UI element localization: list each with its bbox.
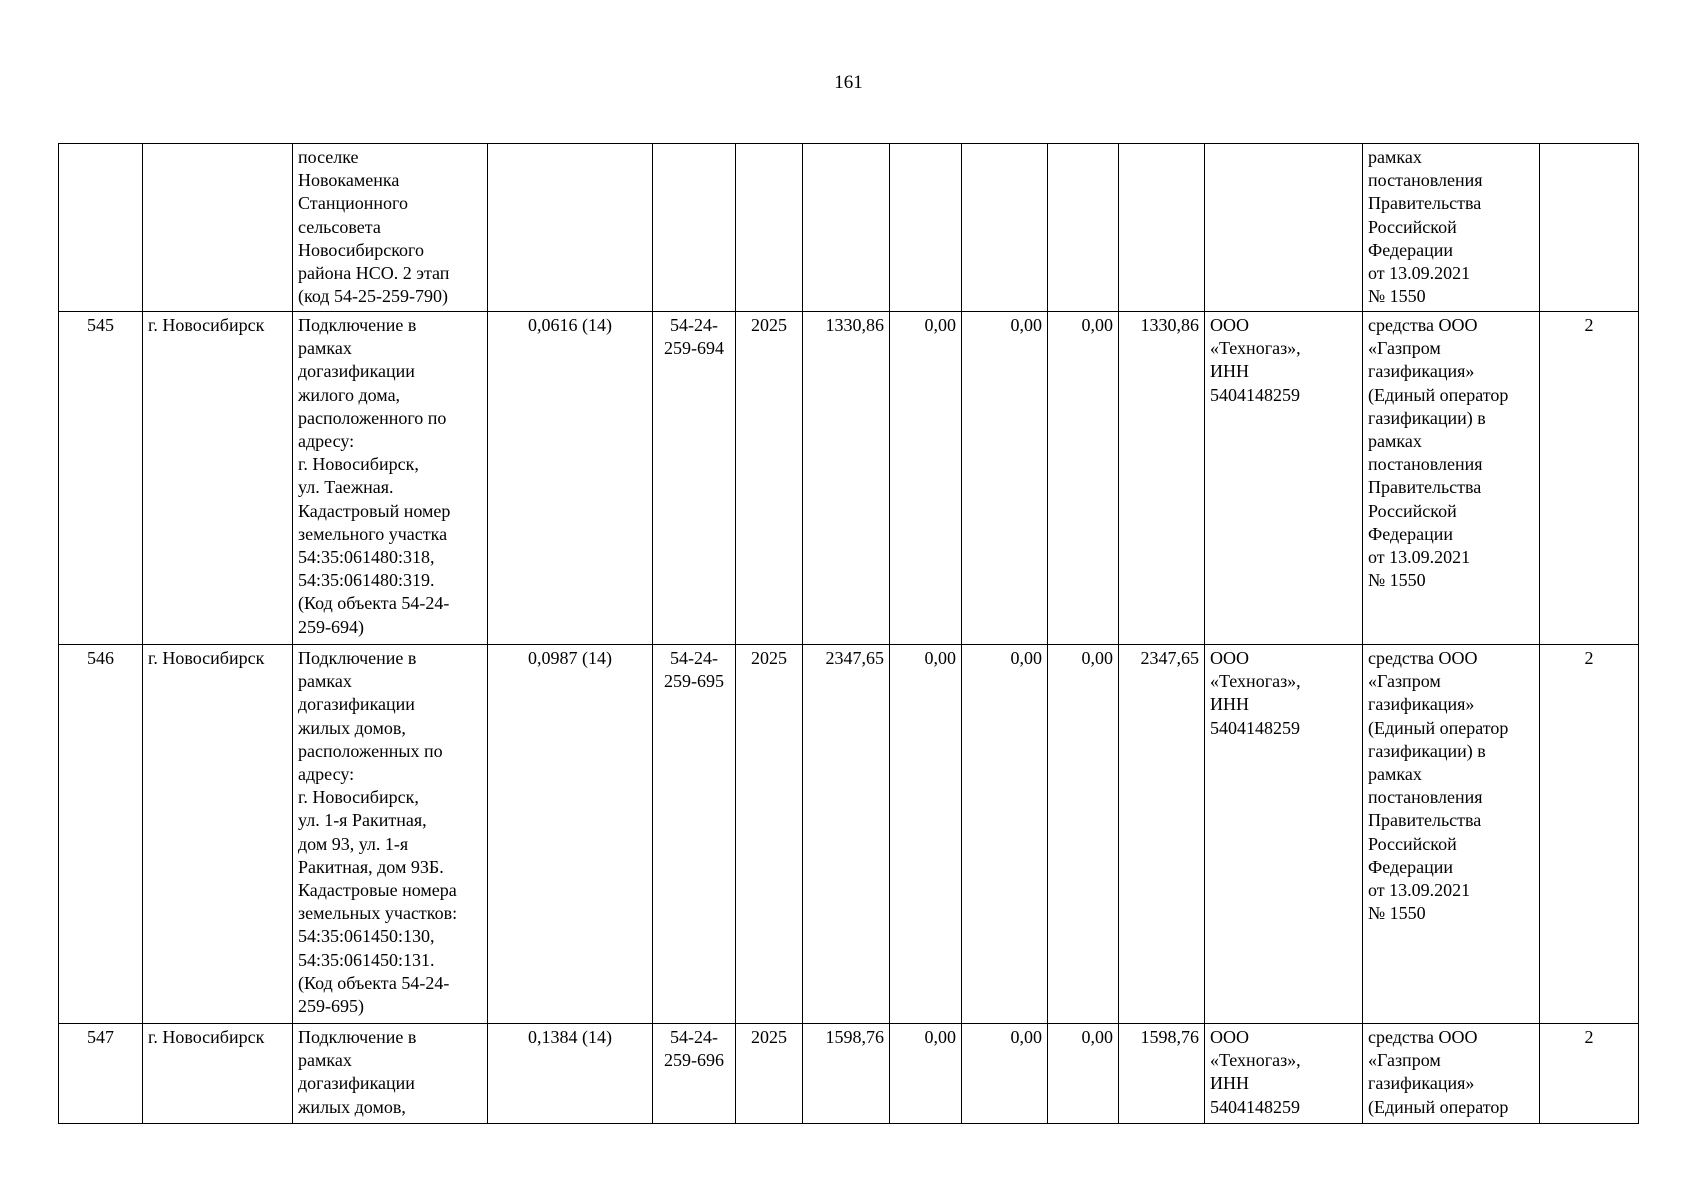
cell-amount-3: 0,00 xyxy=(1048,312,1119,645)
cell-amount-1: 0,00 xyxy=(890,1024,962,1124)
cell-amount-1: 0,00 xyxy=(890,312,962,645)
cell-amount-2: 0,00 xyxy=(962,645,1048,1024)
cell-category: 2 xyxy=(1540,1024,1639,1124)
cell-row-number: 547 xyxy=(59,1024,143,1124)
cell-length: 0,0987 (14) xyxy=(488,645,653,1024)
cell-amount-4: 1598,76 xyxy=(1119,1024,1205,1124)
cell-amount-1 xyxy=(890,144,962,312)
table-row xyxy=(59,645,1639,1024)
cell-category: 2 xyxy=(1540,645,1639,1024)
cell-object-description: Подключение в рамках догазификации жилых домов, расположенных по адресу: г. Новосибирск, ул. 1-я Ракитная, дом 93, ул. 1-я Ракитная, дом 93Б. Кадастровые номера земельных участков: 54:35:061450:130, 54:35:061450:131. (Код объекта 54-24- 259-695) xyxy=(293,645,488,1024)
cell-year: 2025 xyxy=(736,1024,803,1124)
cell-funding-source: средства ООО «Газпром газификация» (Единый оператор газификации) в рамках постановления Правительства Российской Федерации от 13.09.2021 № 1550 xyxy=(1363,312,1540,645)
cell-object-code: 54-24- 259-694 xyxy=(653,312,736,645)
cell-length: 0,1384 (14) xyxy=(488,1024,653,1124)
cell-object-description: Подключение в рамках догазификации жилого дома, расположенного по адресу: г. Новосибирск, ул. Таежная. Кадастровый номер земельного участка 54:35:061480:318, 54:35:061480:319. (Код объекта 54-24- 259-694) xyxy=(293,312,488,645)
cell-object-description: поселке Новокаменка Станционного сельсовета Новосибирского района НСО. 2 этап (код 54-25-259-790) xyxy=(293,144,488,312)
cell-amount-total: 1330,86 xyxy=(803,312,890,645)
cell-amount-2: 0,00 xyxy=(962,1024,1048,1124)
cell-category: 2 xyxy=(1540,312,1639,645)
cell-object-code xyxy=(653,144,736,312)
cell-amount-4: 1330,86 xyxy=(1119,312,1205,645)
cell-object-description: Подключение в рамках догазификации жилых домов, xyxy=(293,1024,488,1124)
cell-amount-2: 0,00 xyxy=(962,312,1048,645)
cell-row-number: 546 xyxy=(59,645,143,1024)
cell-row-number: 545 xyxy=(59,312,143,645)
cell-object-code: 54-24- 259-696 xyxy=(653,1024,736,1124)
cell-category xyxy=(1540,144,1639,312)
investment-program-table xyxy=(58,143,1639,1124)
cell-funding-source: рамках постановления Правительства Российской Федерации от 13.09.2021 № 1550 xyxy=(1363,144,1540,312)
cell-funding-source: средства ООО «Газпром газификация» (Единый оператор газификации) в рамках постановления Правительства Российской Федерации от 13.09.2021 № 1550 xyxy=(1363,645,1540,1024)
cell-municipality: г. Новосибирск xyxy=(143,312,293,645)
cell-amount-total xyxy=(803,144,890,312)
cell-object-code: 54-24- 259-695 xyxy=(653,645,736,1024)
cell-amount-total: 2347,65 xyxy=(803,645,890,1024)
cell-amount-3: 0,00 xyxy=(1048,1024,1119,1124)
cell-length: 0,0616 (14) xyxy=(488,312,653,645)
cell-amount-total: 1598,76 xyxy=(803,1024,890,1124)
cell-length xyxy=(488,144,653,312)
cell-executor: ООО «Техногаз», ИНН 5404148259 xyxy=(1205,1024,1363,1124)
table-row xyxy=(59,1024,1639,1124)
cell-executor: ООО «Техногаз», ИНН 5404148259 xyxy=(1205,645,1363,1024)
cell-row-number xyxy=(59,144,143,312)
cell-municipality: г. Новосибирск xyxy=(143,1024,293,1124)
page-number: 161 xyxy=(834,72,863,93)
cell-executor: ООО «Техногаз», ИНН 5404148259 xyxy=(1205,312,1363,645)
cell-funding-source: средства ООО «Газпром газификация» (Единый оператор xyxy=(1363,1024,1540,1124)
cell-amount-1: 0,00 xyxy=(890,645,962,1024)
cell-year: 2025 xyxy=(736,645,803,1024)
cell-amount-3: 0,00 xyxy=(1048,645,1119,1024)
cell-year xyxy=(736,144,803,312)
cell-amount-3 xyxy=(1048,144,1119,312)
table-row xyxy=(59,312,1639,645)
cell-municipality: г. Новосибирск xyxy=(143,645,293,1024)
cell-amount-4 xyxy=(1119,144,1205,312)
table-row xyxy=(59,144,1639,312)
cell-year: 2025 xyxy=(736,312,803,645)
cell-executor xyxy=(1205,144,1363,312)
cell-amount-2 xyxy=(962,144,1048,312)
cell-municipality xyxy=(143,144,293,312)
cell-amount-4: 2347,65 xyxy=(1119,645,1205,1024)
